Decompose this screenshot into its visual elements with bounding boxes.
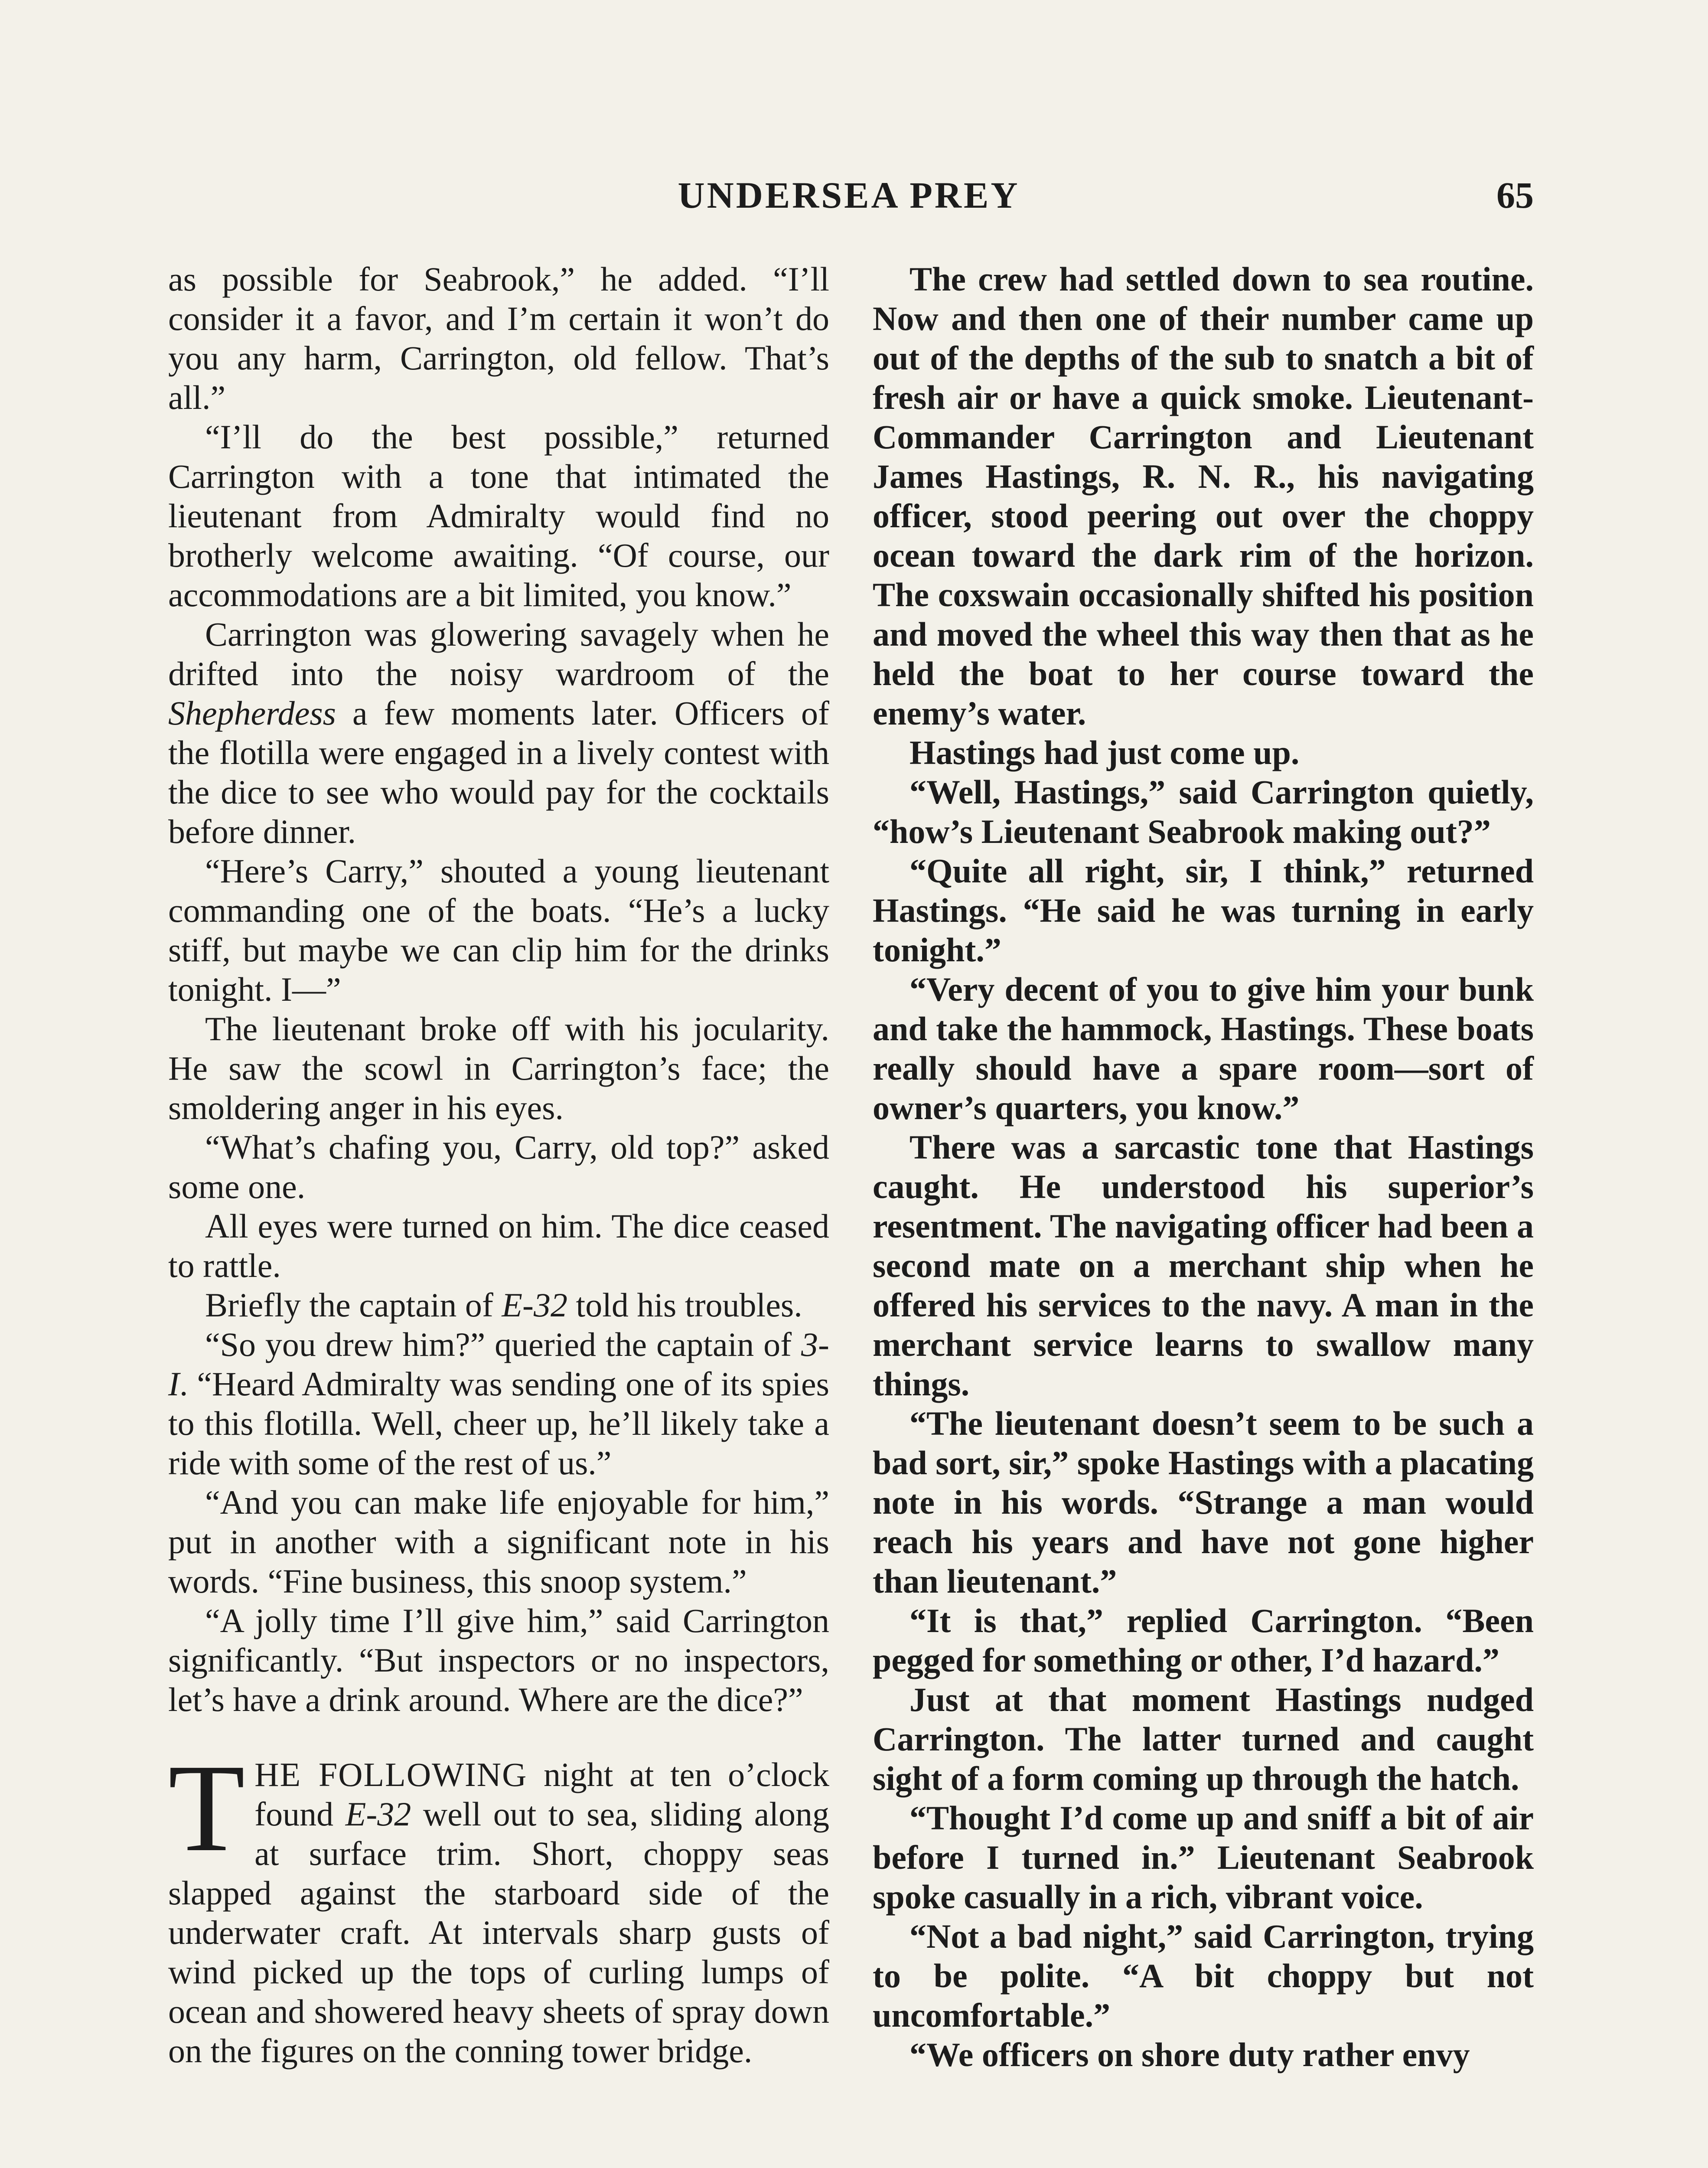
lead-in-caps: HE FOLLOWING — [254, 1756, 528, 1793]
boat-name: E-32 — [502, 1286, 568, 1324]
paragraph: “What’s chafing you, Carry, old top?” asked some one. — [168, 1128, 829, 1205]
paragraph: Hastings had just come up. — [909, 734, 1300, 771]
paragraph: The crew had settled down to sea routine. Now and then one of their number came up out of the depths of the sub to snatch a bit of fresh air or have a quick smoke. Lieutenant-Commander Carrington and Lieutenant James Hastings, R. N. R., his navigating officer, stood peering out over the choppy ocean toward the dark rim of the horizon. The coxswain occasionally shifted his position and moved the wheel this way then that as he held the boat to her course toward the enemy’s water. — [873, 260, 1534, 732]
text-run: night at ten o’clock found — [254, 1756, 830, 1833]
paragraph: All eyes were turned on him. The dice ceased to rattle. — [168, 1207, 829, 1284]
paragraph — [168, 1325, 829, 1482]
paragraph: “Not a bad night,” said Carrington, trying to be polite. “A bit choppy but not uncomfortable.” — [873, 1917, 1534, 2034]
paragraph: “The lieutenant doesn’t seem to be such a bad sort, sir,” spoke Hastings with a placating note in his words. “Strange a man would reach his years and have not gone higher than lieutenant.” — [873, 1404, 1534, 1600]
text-run: “So you drew him?” queried the captain of — [205, 1326, 802, 1363]
paragraph: “Well, Hastings,” said Carrington quietly, “how’s Lieutenant Seabrook making out?” — [873, 773, 1534, 850]
page-number: 65 — [1496, 174, 1534, 216]
text-run: told his troubles. — [567, 1286, 802, 1324]
paragraph: Just at that moment Hastings nudged Carrington. The latter turned and caught sight of a form coming up through the hatch. — [873, 1681, 1534, 1797]
boat-name: E-32 — [345, 1795, 411, 1833]
right-column — [873, 259, 1534, 2074]
boat-name: 3-I — [168, 1326, 829, 1403]
paragraph: as possible for Seabrook,” he added. “I’ll consider it a favor, and I’m certain it won’t do you any harm, Carrington, old fellow. That’s all.” — [168, 260, 829, 416]
left-column — [168, 259, 829, 2070]
paragraph: The lieutenant broke off with his jocularity. He saw the scowl in Carrington’s face; the smoldering anger in his eyes. — [168, 1010, 829, 1126]
paragraph: “Very decent of you to give him your bunk and take the hammock, Hastings. These boats really should have a spare room—sort of owner’s quarters, you know.” — [873, 970, 1534, 1126]
paragraph: “Quite all right, sir, I think,” returned Hastings. “He said he was turning in early tonight.” — [873, 852, 1534, 969]
paragraph: “Thought I’d come up and sniff a bit of air before I turned in.” Lieutenant Seabrook spoke casually in a rich, vibrant voice. — [873, 1799, 1534, 1916]
running-title: UNDERSEA PREY — [678, 174, 1020, 216]
page-header — [164, 173, 1534, 221]
paragraph: “We officers on shore duty rather envy — [909, 2036, 1470, 2073]
text-run: well out to sea, sliding along at surface trim. Short, choppy seas slapped against the starboard side of the underwater craft. At intervals sharp gusts of wind picked up the tops of curling lumps of ocean and showered heavy sheets of spray down on the figures on the conning tower bridge. — [168, 1795, 829, 2070]
drop-cap: T — [168, 1738, 245, 1877]
paragraph: “And you can make life enjoyable for him,” put in another with a significant note in his words. “Fine business, this snoop system.” — [168, 1483, 829, 1600]
paragraph: “I’ll do the best possible,” returned Carrington with a tone that intimated the lieutenant from Admiralty would find no brotherly welcome awaiting. “Of course, our accommodations are a bit limited, you know.” — [168, 418, 829, 614]
text-run: a few moments later. Officers of the flotilla were engaged in a lively contest with the dice to see who would pay for the cocktails before dinner. — [168, 694, 829, 850]
paragraph: “It is that,” replied Carrington. “Been pegged for something or other, I’d hazard.” — [873, 1602, 1534, 1679]
text-run: Carrington was glowering savagely when he drifted into the noisy wardroom of the — [168, 615, 829, 692]
paragraph: There was a sarcastic tone that Hastings caught. He understood his superior’s resentment. The navigating officer had been a second mate on a merchant ship when he offered his services to the navy. A man in the merchant service learns to swallow many things. — [873, 1128, 1534, 1403]
paragraph — [168, 614, 829, 851]
text-run: Briefly the captain of — [205, 1286, 502, 1324]
section-opening-paragraph — [168, 1738, 830, 2070]
text-run: . “Heard Admiralty was sending one of its spies to this flotilla. Well, cheer up, he’ll likely take a ride with some of the rest of us.” — [168, 1365, 829, 1482]
ship-name: Shepherdess — [168, 694, 336, 732]
paragraph — [168, 1285, 829, 1325]
paragraph: “A jolly time I’ll give him,” said Carrington significantly. “But inspectors or no inspectors, let’s have a drink around. Where are the dice?” — [168, 1602, 829, 1718]
paragraph: “Here’s Carry,” shouted a young lieutenant commanding one of the boats. “He’s a lucky stiff, but maybe we can clip him for the drinks tonight. I—” — [168, 852, 829, 1008]
